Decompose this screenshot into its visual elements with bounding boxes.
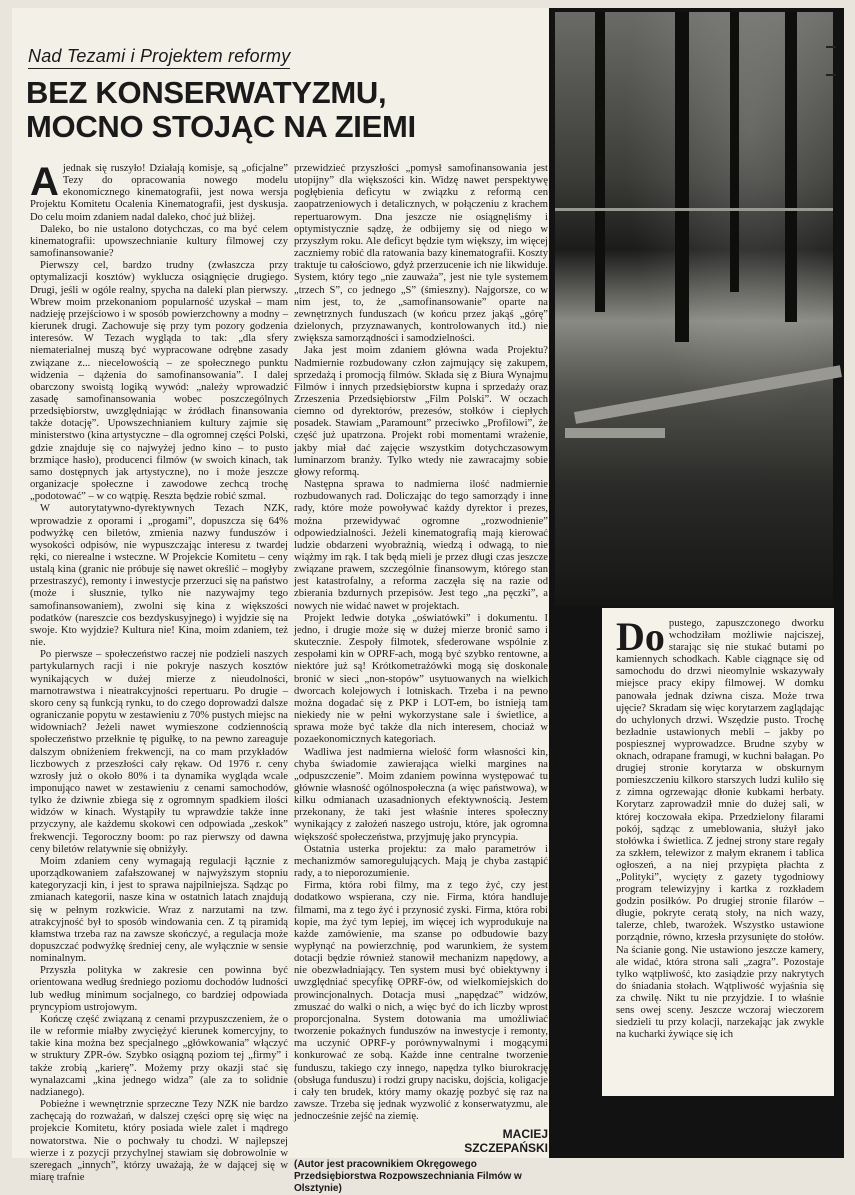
author-affiliation: (Autor jest pracownikiem Okręgowego Przedsiębiorstwa Rozpowszechniania Filmów w Olsztynie) xyxy=(294,1159,522,1195)
article-column-1 xyxy=(30,160,288,1183)
sidebar-drop-cap: Do xyxy=(616,614,665,659)
drop-cap: A xyxy=(30,160,59,204)
paragraph: przewidzieć przyszłości „pomysł samofinansowania jest utopijny” dla większości kin. Widzę nawet perspektywę pogłębienia deficytu w związku z reformą cen zaopatrzeniowych i detalicznych, w połączeniu z krachem repertuarowym. Dna jeszcze nie osiągnęliśmy i optymistycznie sądzę, że odbijemy się od niego w przyszłym roku. Ale deficyt będzie tym większy, im więcej zaczniemy robić dla ratowania bazy kinematografii. Koszty traktuje tu całościowo, gdyż przerzucenie ich nie likwiduje. System, który tego „nie zauważa”, jest nie tyle systemem „trzech S”, co jednego „S” (śmieszny). Najgorsze, co w nim jest, to, że „samofinansowanie” oparte na zewnętrznych funduszach (w końcu przez jakąś „górę” dzielonych, przyznawanych, kontrolowanych itd.) nie zwiększa samorządności i samodzielności. xyxy=(294,163,548,345)
paragraph: Przyszła polityka w zakresie cen powinna być orientowana według średniego poziomu dochodów ludności lub według minimum socjalnego, co bardziej odpowiada pryncypiom ustrojowym. xyxy=(30,965,288,1013)
paragraph: Firma, która robi filmy, ma z tego żyć, czy jest dodatkowo wspierana, czy nie. Firma, która handluje filmami, ma z tego żyć i przynosić zyski. Firma, która robi kopie, ma żyć tym lepiej, im więcej ich wyprodukuje na każde zamówienie, ma szanse po odbudowie bazy wypłynąć na powierzchnię, pod warunkiem, że system dotacji będzie również stanowił mechanizm napędowy, a nie obezwładniający. Ten system musi być obiektywny i uwzględniać specyfikę OPRF-ów, od wielkomiejskich do prowincjonalnych. Dotacja musi „napędzać” widzów, zmuszać do walki o nich, a więc być do ich liczby wprost proporcjonalna. System dotowania ma umożliwiać tworzenie pokaźnych funduszów na inwestycje i remonty, ma uczynić OPRF-y porównywalnymi i mogącymi konkurować ze sobą. Każde inne centralne tworzenie funduszu, takiego czy innego, napędza tylko biurokrację (obsługa funduszu) i rodzi grupy nacisku, dojścia, koligacje i cały ten brudek, który mamy okazję pozbyć się raz na zawsze. Trzeba się jednak wyzwolić z konserwatyzmu, ale jednocześnie zejść na ziemię. xyxy=(294,880,548,1123)
section-kicker: Nad Tezami i Projektem reformy xyxy=(28,46,290,69)
paragraph: Wadliwa jest nadmierna wielość form własności kin, chyba świadomie zawierająca wielki margines na „odpuszczenie”. Moim zdaniem powinna występować tu głównie własność ogólnospołeczna (a więc państwowa), w kilku odmianach uzasadnionych efektywnością. Jestem przekonany, że taki jest właśnie interes społeczny wynikający z założeń naszego ustroju, które, jak ogromna większość społeczeństwa, przyjmuję jako pryncypia. xyxy=(294,746,548,843)
paragraph: W autorytatywno-dyrektywnych Tezach NZK, wprowadzie z oporami i „progami”, dopuszcza się 64% podwyżkę cen biletów, zmienia nazwy funduszów i wysokości odpisów, nie wypuszczając interesu z twardej ręki, co nierealne i wsteczne. W Projekcie Komitetu – ceny ustalą kina (granic nie próbuje się nawet określić – mogłyby przestraszyć), remonty i inwestycje przerzuci się na państwo (może i słusznie, tylko nie nazywajmy tego samofinansowaniem), zwolni się kina z większości podatków (nareszcie cos bezdyskusyjnego) i wyjdzie się na swoje. Kto wyjdzie? Kultura nie! Kina, moim zdaniem, też nie. xyxy=(30,503,288,649)
edge-mark xyxy=(826,46,836,48)
author-last-name: SZCZEPAŃSKI xyxy=(464,1141,548,1156)
article-headline xyxy=(26,76,546,144)
paragraph: Ajednak się ruszyło! Działają komisje, są „oficjalne” Tezy do opracowania nowego modelu ekonomicznego kinematografii, jest nowa wersja Projektu Komitetu Ocalenia Kinematografii, jest dyskusja. Do celu moim zdaniem nadal daleko, choć już bliżej. xyxy=(30,160,288,223)
paragraph: Następna sprawa to nadmierna ilość nadmiernie rozbudowanych rad. Doliczając do tego samorządy i inne rady, które może powoływać każdy dyrektor i prezes, można przewidywać ogromne „rozwodnienie” odpowiedzialności. Jeżeli kinematografią mają kierować ludzie obdarzeni wyobraźnią, wiedzą i odwagą, to nie wiążmy im rąk. I tak będą mieli je przez długi czas jeszcze związane prawem, szczególnie finansowym, którego stan jest katastrofalny, a reforma zaczęła się na razie od zbierania bzdurnych przepisów. Jest tego „na pęczki”, a nowych nie widać nawet w projektach. xyxy=(294,479,548,612)
author-first-name: MACIEJ xyxy=(502,1127,548,1142)
headline-line-2: MOCNO STOJĄC NA ZIEMI xyxy=(26,109,416,144)
paragraph: Pobieżne i wewnętrznie sprzeczne Tezy NZK nie bardzo zachęcają do rozważań, w dalszej części oprę się więc na projekcie Komitetu, który posiada wiele zalet i mądrego nowatorstwa. Nie o pochwały tu chodzi. W najlepszej wierze i z pozycji przychylnej stawiam się dobrowolnie w szeregach „innych”, którzy uważają, że w dającej się w miarę trafnie xyxy=(30,1099,288,1183)
paragraph: Po pierwsze – społeczeństwo raczej nie podzieli naszych partykularnych racji i nie pokryje naszych kosztów wynikających w dużej mierze z nieudolności, marnotrawstwa i nieatrakcyjności repertuaru. Po drugie – skoro ceny są funkcją rynku, to do czego doprowadzi dalsze ograniczanie popytu w zestawieniu z 70% pustych miejsc na widowniach? Jeżeli nawet wymieszone codziennością społeczeństwo przełknie tę pigułkę, to na pewno zareaguje dalszym obniżeniem frekwencji, na co mam przykładów liczbowych z przeszłości cały rękaw. Od 1976 r. ceny wzrosły już o około 80% i ta dynamika wygląda wcale imponująco nawet w zestawieniu z cenami samochodów, tylko że dziwnie zbiega się z ogromnym spadkiem ilości widzów w kinach. Wystąpiły tu wprawdzie także inne przyczyny, ale każdemu skokowi cen odpowiada „zeskok” frekwencji. Tegoroczny boom: po raz pierwszy od dawna ceny biletów relatywnie się obniżyły. xyxy=(30,649,288,855)
sidebar-reportage xyxy=(602,608,834,1096)
paragraph: Ostatnia usterka projektu: za mało parametrów i mechanizmów samoregulujących. Mają je chyba zastąpić rady, a to nieporozumienie. xyxy=(294,843,548,880)
paragraph: Kończę część związaną z cenami przypuszczeniem, że o ile w reformie miałby zwyciężyć kierunek komercyjny, to takie kina można bez specjalnego „główkowania” włączyć w struktury ZPR-ów. Szybko osiągną poziom tej „firmy” i także zrobią „karierę”. Możemy przy okazji stać się wynalazcami „kina jednego widza” (ale za to solidnie nadzianego). xyxy=(30,1013,288,1098)
paragraph: Moim zdaniem ceny wymagają regulacji łącznie z uporządkowaniem zafałszowanej w najwyższym stopniu kategoryzacji kin, i jest to sprawa najpilniejsza. Sądząc po zmianach kategorii, nasze kina w ostatnich latach znajdują się w pełnym rozkwicie. Wraz z narzutami na tzw. atrakcyjność był to sposób windowania cen. Z tą piramidą kłamstwa trzeba raz na zawsze skończyć, a regulacja może dopuszczać podwyżkę średniej ceny, ale wyłącznie w sensie nominalnym. xyxy=(30,855,288,965)
photo-flooded-forest xyxy=(555,12,833,606)
magazine-page xyxy=(12,8,844,1195)
paragraph: Projekt ledwie dotyka „oświatówki” i dokumentu. I jedno, i drugie może się w dużej mierze bronić samo i skutecznie. Zespoły filmotek, sfederowane wspólnie z zespołami kin w OPRF-ach, mogą być szybko rentowne, a niektóre już są! Krótkometrażówki mogą się doskonale bronić w sieci „non-stopów” usytuowanych na wielkich dworcach kolejowych i lotniskach. Trzeba i na pewno można dogadać się z PKP i LOT-em, bo istnieją tam niekiedy nie w pełni wykorzystane sale i świetlice, a sprawa może być także dla nich interesem, chociaż w pozaekonomicznych kategoriach. xyxy=(294,612,548,746)
article-column-2 xyxy=(294,163,548,1195)
paragraph: Jaka jest moim zdaniem główna wada Projektu? Nadmiernie rozbudowany człon zajmujący się zakupem, sprzedażą i promocją filmów. Składa się z Biura Wynajmu Filmów i innych przedsiębiorstw kupna i sprzedaży oraz Zrzeszenia Przedsiębiorstw „Film Polski”. W oczach ciemno od dyrektorów, prezesów, stołków i ciepłych posadek. Stawiam „Paramount” przeciwko „Profilowi”, że część już upatrzona. Projekt robi momentami wrażenie, jakby miał dać zajęcie wszystkim dotychczasowym luminarzom branży. Tylko wtedy nie zawracajmy sobie głowy reformą. xyxy=(294,345,548,478)
edge-mark xyxy=(826,74,836,76)
paragraph: Pierwszy cel, bardzo trudny (zwłaszcza przy optymalizacji kosztów) wyklucza osiągnięcie drugiego. Drugi, jeśli w ogóle realny, spycha na daleki plan pierwszy. Wbrew moim przekonaniom popularność uzyskał – mam nadzieję przejściowo i w sposób powierzchowny a modny – kierunek drugi. Zachowuje się przy tym pozory godzenia interesów. W Tezach wygląda to tak: „dla sfery niematerialnej muszą być wypracowane odrębne zasady związane z... niecelowością – ze społecznego punktu widzenia – dążenia do samofinansowania”. I dalej obarczony swoistą logiką wywód: „należy wprowadzić zasadę samofinansowania wobec poszczególnych przedsiębiorstw, uwzględniając w źródłach finansowania także dotację”. Upowszechnianiem kultury zajmie się ministerstwo (kina artystyczne – dla ogromnej części Polski, gdzie znajduje się co najwyżej jedno kino – to pusto brzmiące hasło), producenci filmów (w swoich kinach, tak samo dostępnych jak artystyczne), no i może jeszcze organizacje społeczne i zawodowe zechcą trochę „podotować” – w co wątpię. Reszta będzie robić szmal. xyxy=(30,260,288,503)
sidebar-text: pustego, zapuszczonego dworku wchodziłam możliwie najciszej, starając się nie stukać butami po kamiennych schodkach. Kable ciągnące się od samochodu do drzwi nieomylnie wskazywały miejsce pracy ekipy filmowej. W domku panowała jednak dziwna cisza. Może trwa ujęcie? Skradam się więc korytarzem zaglądając do uchylonych drzwi. Wszędzie pusto. Trochę bezładnie ustawionych mebli – jakby po pospiesznej wyprowadzce. Brudne szyby w oknach, odrapane framugi, w kuchni bałagan. Po drugiej stronie korytarza w obskurnym pomieszczeniu kilkoro starszych ludzi kuliło się z zimna ogrzewając dłonie kubkami herbaty. Korytarz zaprowadził mnie do dużej sali, w której koczowała ekipa. Przedzielony filarami pokój, sądząc z umeblowania, służył jako stołówka i świetlica. Z jednej strony stare regały za szkłem, telewizor z małym ekranem i tablica ogłoszeń, a na niej przypięta płachta z „Polityki”, wycięty z gazety tygodniowy program telewizyjny i kartka z rozkładem godzin posiłków. Po drugiej stronie filarów – długie, pokryte ceratą stoły, na nich wazy, talerze, chleb, twarożek. Wszystko ustawione porządnie, równo, krzesła przysunięte do stołów. Na ścianie gong. Nie ustawiono jeszcze kamery, ale widać, która strona sali „zagra”. Pozostaje tylko wątpliwość, kto zasiądzie przy nakrytych do śniadania stołach. Wątpliwość wyjaśnia się za chwilę. Nikt tu nie przyjdzie. I to właśnie sens owej sceny. Jeszcze wczoraj wieczorem siedzieli tu przy kolacji, narzekając jak zwykle na kucharki żywiące się ich xyxy=(616,618,824,1041)
author-byline xyxy=(294,1127,548,1155)
paragraph: Daleko, bo nie ustalono dotychczas, co ma być celem kinematografii: upowszechnianie kultury filmowej czy samofinansowanie? xyxy=(30,223,288,260)
headline-line-1: BEZ KONSERWATYZMU, xyxy=(26,75,387,110)
